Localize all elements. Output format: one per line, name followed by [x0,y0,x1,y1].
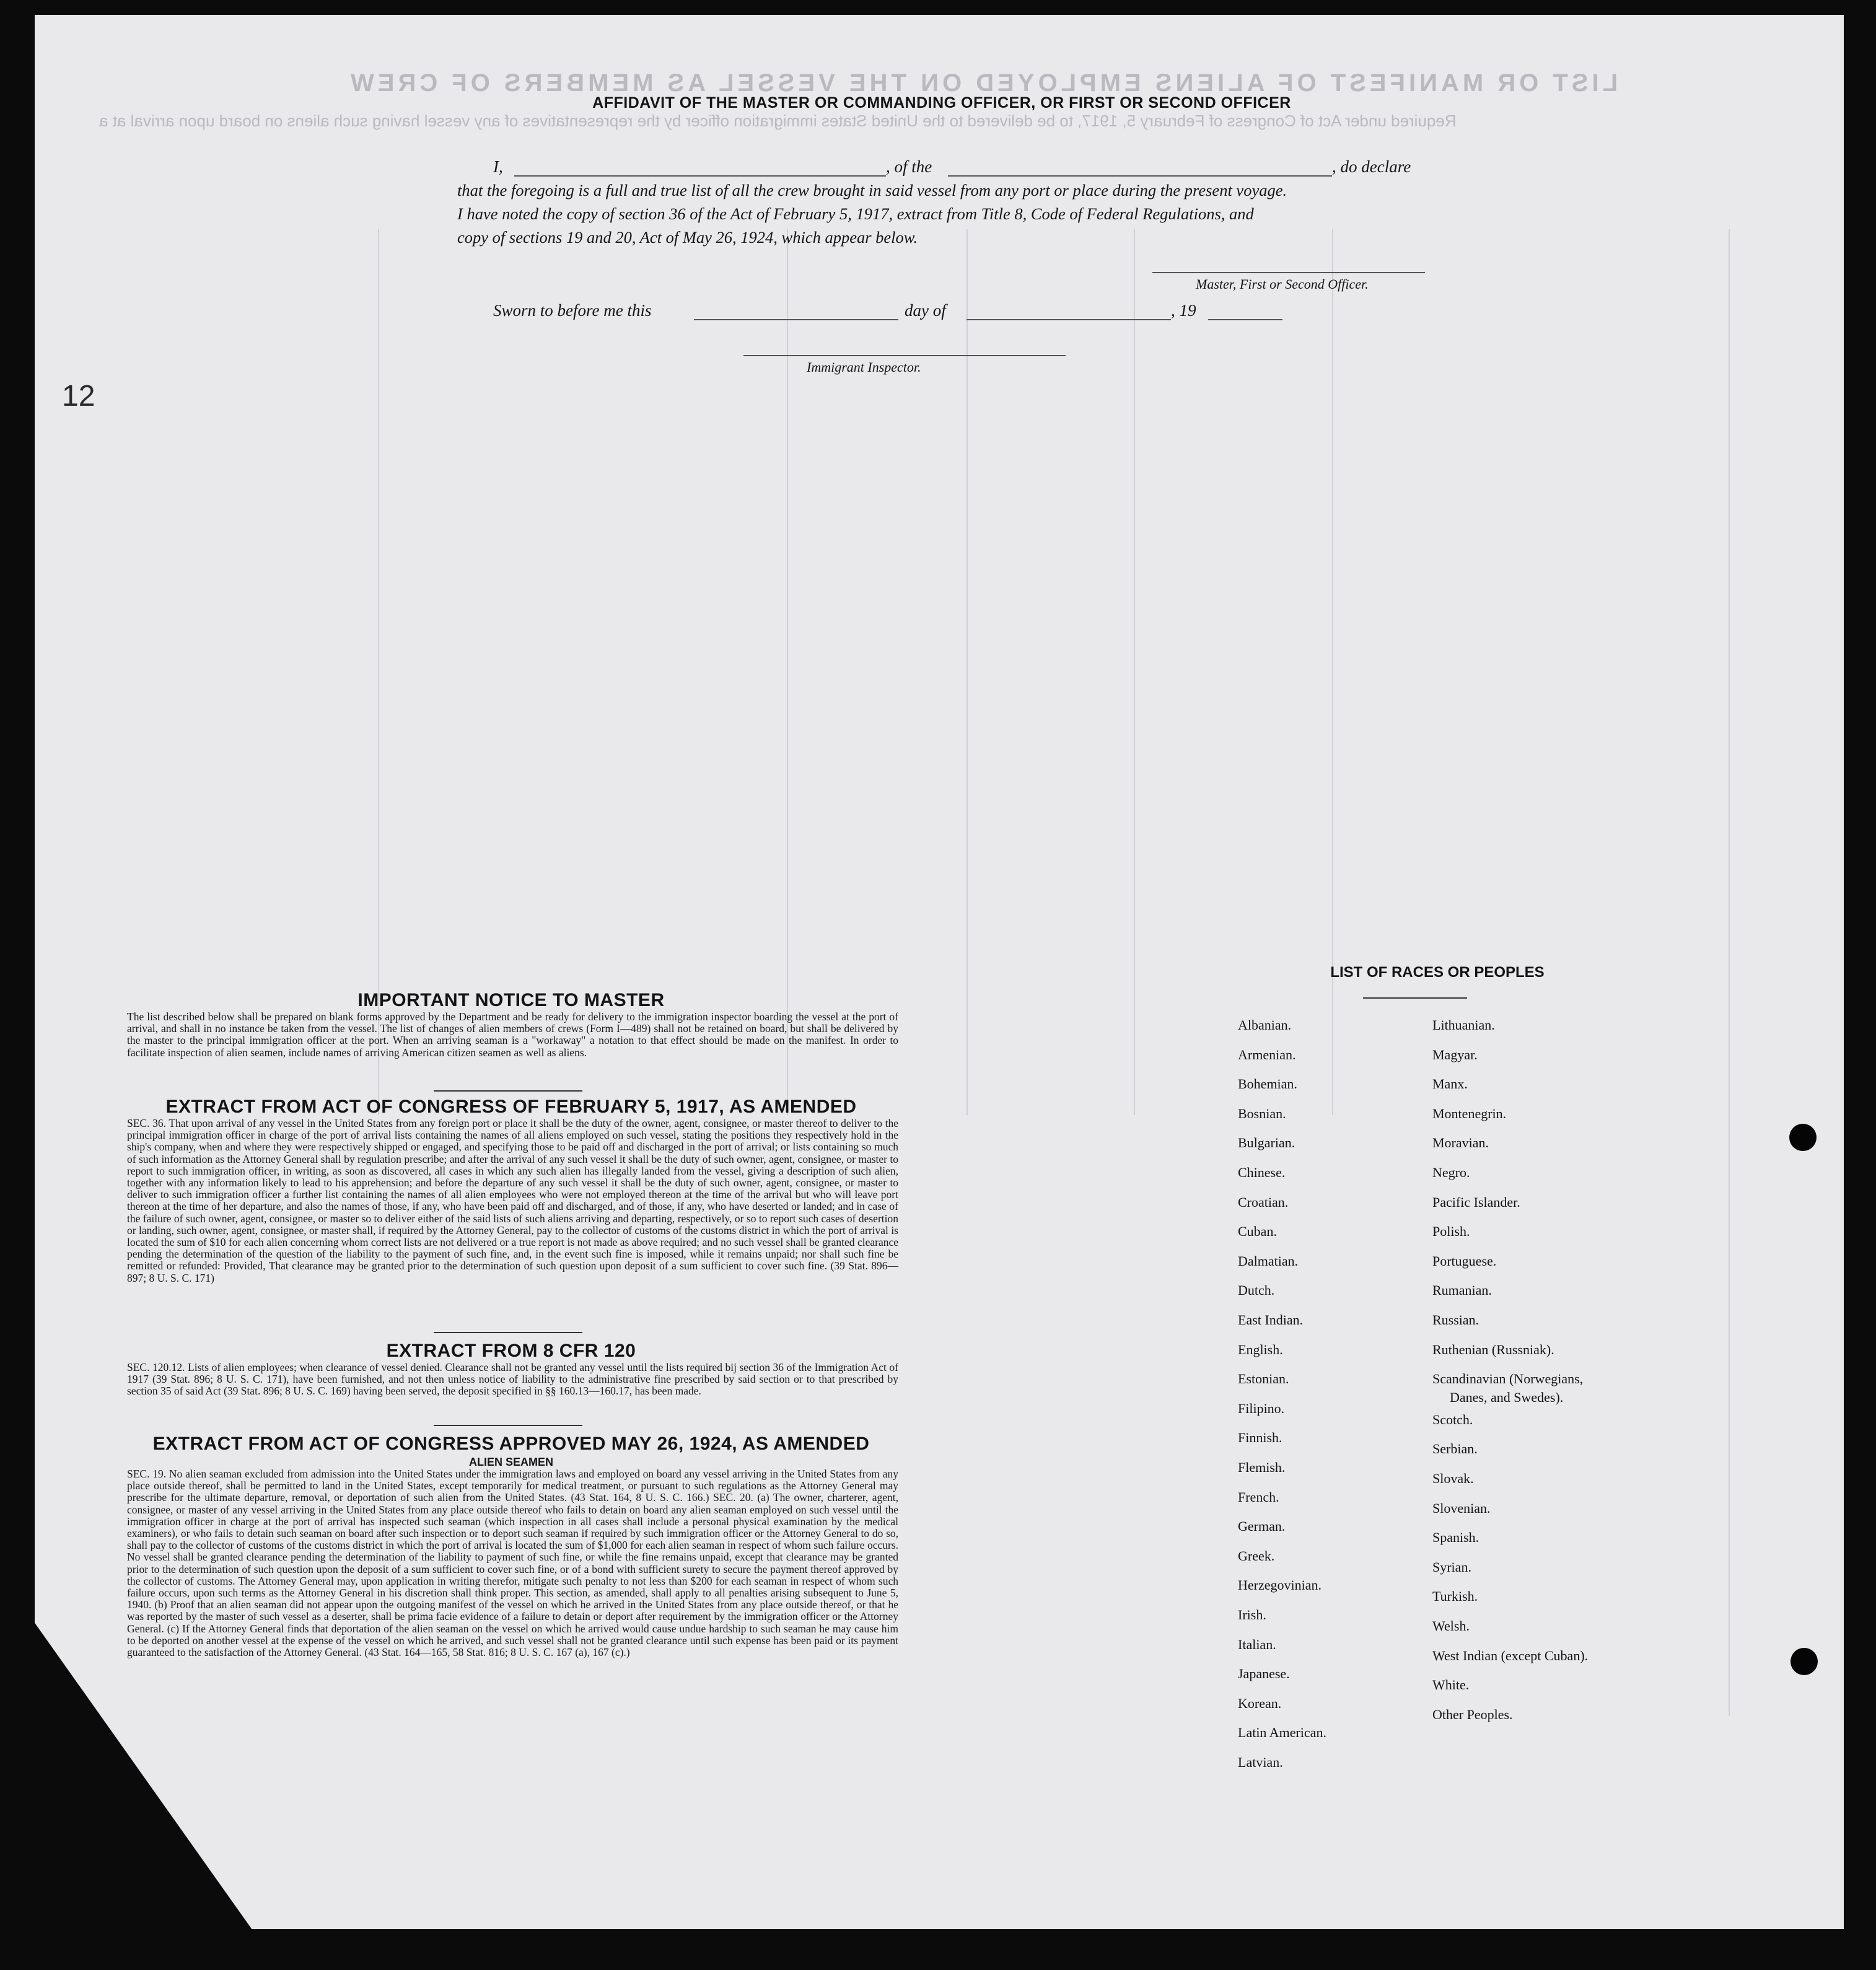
race-item: Serbian. [1432,1441,1478,1457]
sworn-day-of: day of [905,301,946,320]
race-item: Russian. [1432,1312,1479,1328]
bleed-through-rule [966,229,968,1115]
race-item: Irish. [1238,1607,1266,1622]
extract-cfr-body: SEC. 120.12. Lists of alien employees; when clearance of vessel denied. Clearance shall not be granted any vessel until the lists required bij section 36 of the Immigration Act of 1917 (39 Stat. 896; 8 U. S. C. 171), have been furnished, and not then unless notice of liability to the administrative fine prescribed by said section or to that prescribed by section 35 of said Act (39 Stat. 896; 8 U. S. C. 169) having been served, the deposit specified in §§ 160.13—160.17, has been made. [127,1361,898,1398]
race-item: Danes, and Swedes). [1450,1390,1564,1406]
section-divider [434,1090,582,1092]
race-item: Scotch. [1432,1411,1473,1427]
bleed-through-rule [1134,229,1135,1115]
race-item: Dalmatian. [1238,1253,1299,1269]
race-item: Korean. [1238,1695,1282,1711]
bleed-through-heading: LIST OR MANIFEST OF ALIENS EMPLOYED ON THE VESSEL AS MEMBERS OF CREW [347,69,1618,97]
race-item: Spanish. [1432,1530,1479,1546]
sheet-number: 12 [62,380,95,413]
race-item: Croatian. [1238,1194,1289,1210]
race-item: Flemish. [1238,1460,1286,1475]
race-item: Negro. [1432,1165,1470,1180]
bleed-through-rule [1332,229,1333,1115]
sworn-year: , 19 [1171,301,1196,320]
master-label: Master, First or Second Officer. [1196,276,1369,292]
notice-body: The list described below shall be prepared on blank forms approved by the Department and be ready for delivery to the immigration inspector boarding the vessel at the port of arrival, and shall in no instance be taken from the vessel. The list of changes of alien members of crews (Form I—489) shall not be retained on board, but shall be delivered by the master to the principal immigration officer at the port. When an arriving seaman is a "workaway" a notation to that effect should be made on the manifest. In order to facilitate inspection of alien seamen, include names of arriving American citizen seamen as well as aliens. [127,1010,898,1059]
race-item: Magyar. [1432,1046,1478,1062]
race-item: Slovak. [1432,1471,1474,1486]
race-item: French. [1238,1489,1279,1505]
race-item: Dutch. [1238,1282,1275,1298]
race-item: Slovenian. [1432,1500,1491,1516]
races-title: LIST OF RACES OR PEOPLES [1330,964,1545,981]
race-item: East Indian. [1238,1312,1304,1328]
race-item: Rumanian. [1432,1282,1492,1298]
extract-1917-body: SEC. 36. That upon arrival of any vessel in the United States from any foreign port or place it shall be the duty of the owner, agent, consignee, or master thereof to deliver to the principal immigration officer in charge of the port of arrival lists containing the names of all aliens employed on such vessel, stating the positions they respectively hold in the ship's company, when and where they were respectively shipped or engaged, and specifying those to be paid off and discharged in the port of arrival; or lists containing so much of such information as the Attorney General shall by regulation prescribe; and after the arrival of any such vessel it shall be the duty of such owner, agent, consignee, or master to report to such immigration officer, in writing, as soon as discovered, all cases in which any such alien has illegally landed from the vessel, giving a description of such alien, together with any information likely to lead to his apprehension; and before the departure of any such vessel it shall be the duty of such owner, agent, consignee, or master to deliver to such immigration officer a further list containing the names of all alien employees who were not employed thereon at the time of the arrival but who will leave port thereon at the time of her departure, and also the names of those, if any, who have been paid off and discharged, and of those, if any, who have deserted or landed; and in case of the failure of such owner, agent, consignee, or master so to deliver either of the said lists of such aliens arriving and departing, respectively, or so to report such cases of desertion or landing, such owner, agent, consignee, or master shall, if required by the Attorney General, pay to the collector of customs of the customs district in which the port of arrival is located the sum of $10 for each alien concerning whom correct lists are not delivered or a true report is not made as above required; and no such vessel shall be granted clearance pending the determination of the question of the liability to the payment of such fine, and, in the event such fine is imposed, while it remains unpaid; nor shall such fine be remitted or refunded: Provided, That clearance may be granted prior to the determination of such question upon deposit of a sum sufficient to cover such fine. (39 Stat. 896—897; 8 U. S. C. 171) [127,1117,898,1284]
extract-1924-title: EXTRACT FROM ACT OF CONGRESS APPROVED MAY 26, 1924, AS AMENDED [152,1434,870,1454]
extract-1924-body: SEC. 19. No alien seaman excluded from admission into the United States under the immigration laws and employed on board any vessel arriving in the United States from any place outside thereof, shall be permitted to land in the United States, except temporarily for medical treatment, or pursuant to such regulations as the Attorney General may prescribe for the ultimate departure, removal, or deportation of such alien from the United States. (43 Stat. 164, 8 U. S. C. 166.) SEC. 20. (a) The owner, charterer, agent, consignee, or master of any vessel arriving in the United States from any place outside thereof who fails to detain on board any alien seaman employed on such vessel until the immigration officer in charge at the port of arrival has inspected such seaman (which inspection in all cases shall include a personal physical examination by the medical examiners), or who fails to detain such seaman on board after such inspection or to deport such seaman if required by such immigration officer or the Attorney General to do so, shall pay to the collector of customs of the customs district in which the port of arrival is located the sum of $1,000 for each alien seaman in respect of whom such failure occurs. No vessel shall be granted clearance pending the determination of the liability to payment of such fine, or while the fine remains unpaid, except that clearance may be granted prior to the determination of such question upon the deposit of a sum sufficient to cover such fine, or of a bond with sufficient surety to secure the payment thereof approved by the collector of customs. The Attorney General may, upon application in writing therefor, mitigate such penalty to not less than $200 for each seaman in respect of whom such failure occurs, upon such terms as the Attorney General in his discretion shall think proper. This section, as amended, shall apply to all penalties arising subsequent to June 5, 1940. (b) Proof that an alien seaman did not appear upon the outgoing manifest of the vessel on which he arrived in the United States from any place outside thereof, or that he was reported by the master of such vessel as a deserter, shall be prima facie evidence of a failure to detain or deport after requirement by the immigration officer or the Attorney General. (c) If the Attorney General finds that deportation of the alien seaman on the vessel on which he arrived would cause undue hardship to such seaman he may cause him to be deported on another vessel at the expense of the vessel on which he arrived, and such vessel shall not be granted clearance until such expense has been paid or its payment guaranteed to the satisfaction of the Attorney General. (43 Stat. 164—165, 58 Stat. 816; 8 U. S. C. 167 (a), 167 (c).) [127,1468,898,1659]
extract-1924-subtitle: ALIEN SEAMEN [468,1456,553,1468]
race-item: White. [1432,1677,1470,1693]
affidavit-of-the: , of the [886,157,932,176]
master-signature-line [1152,271,1425,273]
race-item: Estonian. [1238,1371,1289,1387]
affidavit-line-4: copy of sections 19 and 20, Act of May 26, 1924, which appear below. [457,228,918,247]
affidavit-i: I, [493,157,503,176]
bleed-through-subheading: Required under Act of Congress of February 5, 1917, to be delivered to the United States immigration officer by the representatives of any vessel having such aliens on board upon arrival at a [99,112,1457,130]
race-item: Albanian. [1238,1017,1292,1033]
race-item: Japanese. [1238,1666,1290,1682]
race-item: Cuban. [1238,1224,1277,1240]
race-item: Italian. [1238,1636,1276,1652]
race-item: Armenian. [1238,1046,1296,1062]
bleed-through-rule [378,229,379,1115]
inspector-signature-line [743,354,1066,356]
extract-1917-title: EXTRACT FROM ACT OF CONGRESS OF FEBRUARY 5, 1917, AS AMENDED [165,1097,857,1117]
vessel-blank [948,175,1332,177]
race-item: Greek. [1238,1548,1275,1564]
sworn-month-blank [966,318,1171,320]
race-item: Chinese. [1238,1165,1286,1180]
race-item: Herzegovinian. [1238,1577,1322,1593]
race-item: Latin American. [1238,1725,1326,1741]
race-item: English. [1238,1341,1283,1357]
name-blank [514,175,886,177]
affidavit-title: AFFIDAVIT OF THE MASTER OR COMMANDING OFFICER, OR FIRST OR SECOND OFFICER [592,94,1291,112]
race-item: Filipino. [1238,1400,1285,1416]
notice-title: IMPORTANT NOTICE TO MASTER [357,990,665,1010]
affidavit-line-3: I have noted the copy of section 36 of the Act of February 5, 1917, extract from Title 8, Code of Federal Regulations, and [457,204,1254,223]
bleed-through-rule [1729,229,1730,1716]
race-item: Lithuanian. [1432,1017,1495,1033]
race-item: Bulgarian. [1238,1135,1295,1151]
race-item: Manx. [1432,1076,1468,1092]
race-item: Turkish. [1432,1588,1478,1604]
punch-hole [1791,1648,1818,1675]
extract-cfr-title: EXTRACT FROM 8 CFR 120 [386,1341,636,1361]
punch-hole [1789,1124,1817,1151]
race-item: Syrian. [1432,1559,1471,1575]
sworn-year-blank [1208,318,1282,320]
race-item: Bohemian. [1238,1076,1297,1092]
sworn-day-blank [694,318,898,320]
races-title-underline [1363,997,1467,999]
race-item: Latvian. [1238,1754,1283,1770]
race-item: Welsh. [1432,1618,1470,1634]
race-item: Finnish. [1238,1430,1282,1446]
race-item: Ruthenian (Russniak). [1432,1341,1554,1357]
section-divider [434,1425,582,1426]
race-item: Moravian. [1432,1135,1489,1151]
race-item: West Indian (except Cuban). [1432,1647,1589,1663]
section-divider [434,1332,582,1333]
inspector-label: Immigrant Inspector. [807,359,921,375]
affidavit-line-2: that the foregoing is a full and true list of all the crew brought in said vessel from any port or place during the present voyage. [457,181,1287,199]
race-item: Other Peoples. [1432,1706,1513,1722]
sworn-text: Sworn to before me this [493,301,652,320]
race-item: Bosnian. [1238,1105,1286,1121]
race-item: German. [1238,1518,1286,1534]
race-item: Polish. [1432,1224,1470,1240]
affidavit-declare: , do declare [1332,157,1411,176]
race-item: Portuguese. [1432,1253,1497,1269]
race-item: Montenegrin. [1432,1105,1507,1121]
bleed-through-rule [787,229,788,1115]
race-item: Pacific Islander. [1432,1194,1520,1210]
race-item: Scandinavian (Norwegians, [1432,1371,1584,1387]
